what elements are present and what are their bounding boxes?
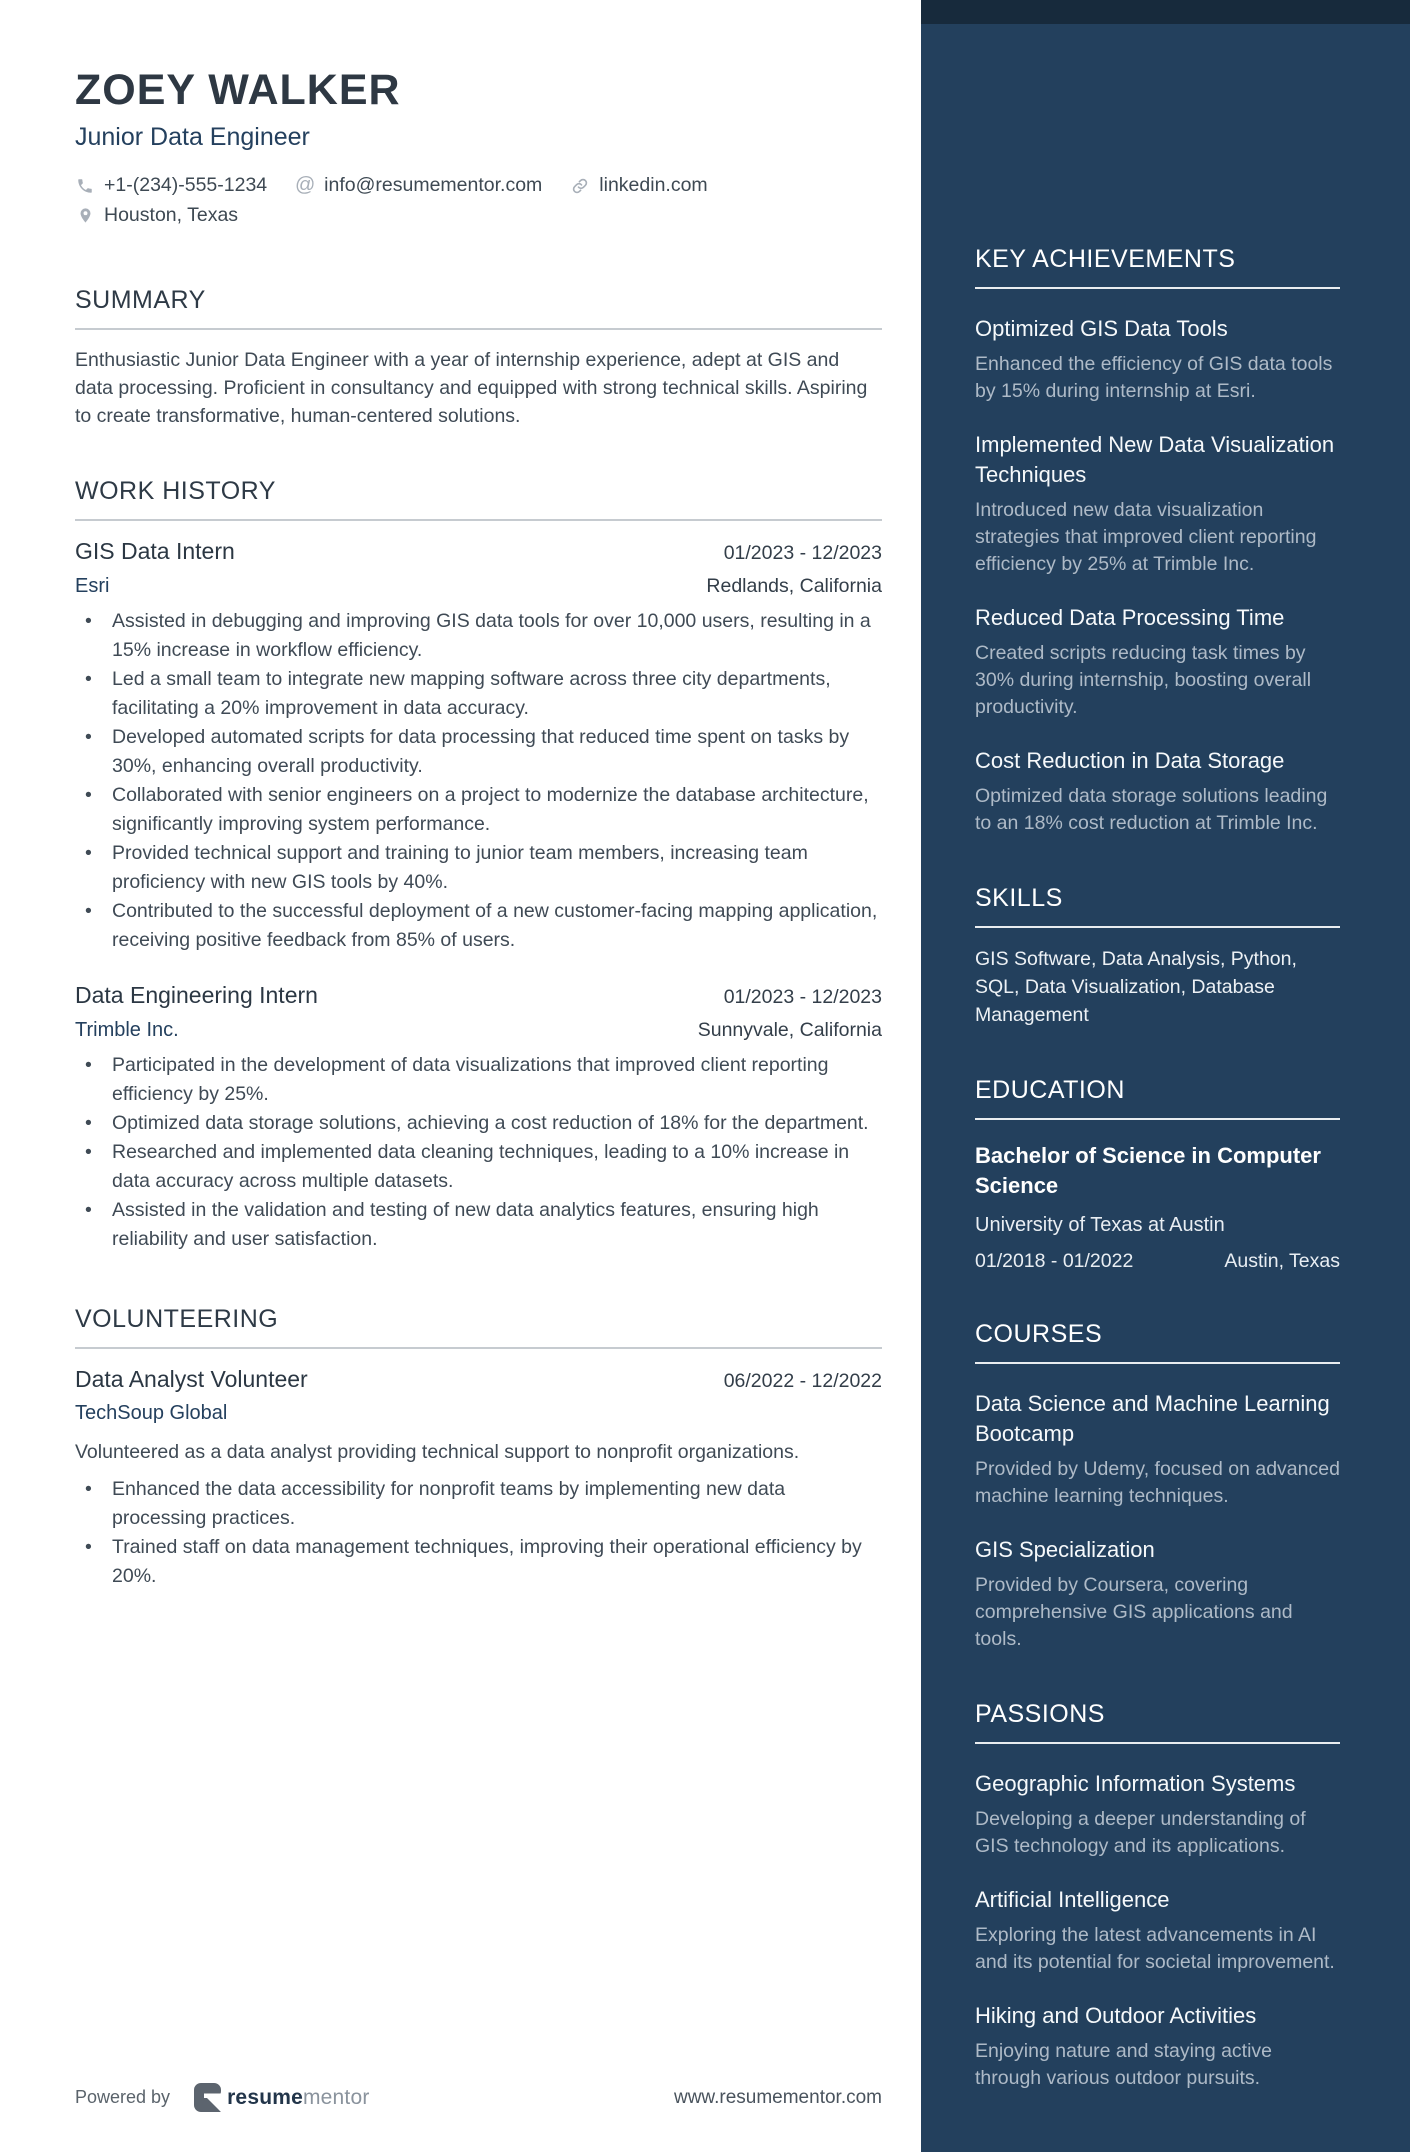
linkedin-url[interactable]: linkedin.com: [599, 174, 708, 197]
entry-job-title: Data Engineering Intern: [75, 981, 318, 1008]
entry-job-title: GIS Data Intern: [75, 538, 235, 565]
key-achievements-section: [975, 244, 1340, 837]
contact-info: [75, 174, 882, 227]
bullet-item: • Optimized data storage solutions, achieving a cost reduction of 18% for the department.: [75, 1109, 882, 1138]
passion-text: Developing a deeper understanding of GIS technology and its applications.: [975, 1808, 1306, 1857]
work-entry: [75, 537, 882, 955]
bullet-item: • Led a small team to integrate new mapping software across three city departments, facilitating a 20% improvement in data accuracy.: [75, 665, 882, 723]
achievement-text: Enhanced the efficiency of GIS data tools by 15% during internship at Esri.: [975, 353, 1333, 402]
resume-sidebar: [921, 0, 1410, 2152]
key-achievements-heading: KEY ACHIEVEMENTS: [975, 245, 1236, 273]
course-text: Provided by Coursera, covering comprehensive GIS applications and tools.: [975, 1574, 1293, 1650]
powered-by-label: Powered by: [75, 2087, 171, 2107]
link-icon: [570, 176, 590, 196]
sidebar-divider: [975, 1742, 1340, 1744]
candidate-job-title: Junior Data Engineer: [75, 123, 310, 152]
achievement-item: [975, 746, 1340, 837]
passion-title: Hiking and Outdoor Activities: [975, 2003, 1257, 2028]
entry-bullet-list: [75, 1475, 882, 1591]
skills-section: [975, 883, 1340, 1029]
work-history-section: [75, 476, 882, 1254]
bullet-item: • Collaborated with senior engineers on a project to modernize the database architecture, significantly improving system performance.: [75, 781, 882, 839]
bullet-item: • Participated in the development of data visualizations that improved client reporting efficiency by 25%.: [75, 1051, 882, 1109]
entry-company: Trimble Inc.: [75, 1018, 179, 1041]
passion-title: Artificial Intelligence: [975, 1887, 1170, 1912]
bullet-item: • Enhanced the data accessibility for nonprofit teams by implementing new data processing practices.: [75, 1475, 882, 1533]
work-entry: [75, 981, 882, 1254]
entry-dates: 01/2023 - 12/2023: [723, 985, 882, 1008]
entry-subheader: [75, 575, 882, 598]
summary-section: [75, 285, 882, 430]
website-url[interactable]: www.resumementor.com: [673, 2086, 882, 2108]
bullet-item: • Trained staff on data management techniques, improving their operational efficiency by 20%.: [75, 1533, 882, 1591]
passion-item: [975, 1885, 1340, 1976]
achievement-title: Optimized GIS Data Tools: [975, 316, 1228, 341]
skills-list: GIS Software, Data Analysis, Python, SQL, Data Visualization, Database Management: [975, 948, 1297, 1026]
entry-bullet-list: [75, 607, 882, 955]
sidebar-divider: [975, 926, 1340, 928]
at-icon: @: [295, 174, 316, 197]
skills-heading: SKILLS: [975, 884, 1063, 912]
email-contact: [295, 174, 542, 197]
location-text: Houston, Texas: [104, 204, 239, 227]
achievement-item: [975, 430, 1340, 578]
sidebar-divider: [975, 1118, 1340, 1120]
section-divider: [75, 1347, 882, 1349]
entry-job-title: Data Analyst Volunteer: [75, 1365, 308, 1392]
resumementor-logo[interactable]: [194, 2083, 369, 2112]
education-heading: EDUCATION: [975, 1076, 1125, 1104]
entry-subheader: [75, 1019, 882, 1042]
entry-description: Volunteered as a data analyst providing technical support to nonprofit organizations.: [75, 1441, 800, 1464]
phone-contact: [75, 174, 267, 197]
degree-title: Bachelor of Science in Computer Science: [975, 1143, 1321, 1198]
education-section: [975, 1075, 1340, 1273]
course-text: Provided by Udemy, focused on advanced machine learning techniques.: [975, 1458, 1340, 1507]
email-address[interactable]: info@resumementor.com: [324, 174, 543, 197]
passion-text: Exploring the latest advancements in AI and its potential for societal improvement.: [975, 1924, 1335, 1973]
course-item: [975, 1535, 1340, 1653]
section-divider: [75, 328, 882, 330]
entry-location: Redlands, California: [706, 574, 882, 597]
entry-bullet-list: [75, 1051, 882, 1254]
contact-row-1: [75, 174, 882, 197]
volunteering-section: [75, 1304, 882, 1592]
passion-text: Enjoying nature and staying active through various outdoor pursuits.: [975, 2040, 1273, 2089]
achievement-title: Cost Reduction in Data Storage: [975, 748, 1285, 773]
course-title: Data Science and Machine Learning Bootcamp: [975, 1391, 1330, 1446]
location-contact: [75, 204, 238, 227]
entry-header: [75, 1365, 882, 1394]
passions-heading: PASSIONS: [975, 1700, 1105, 1728]
entry-subheader: [75, 1402, 882, 1425]
entry-dates: 06/2022 - 12/2022: [723, 1369, 882, 1392]
bullet-item: • Developed automated scripts for data processing that reduced time spent on tasks by 30%, enhancing overall productivity.: [75, 723, 882, 781]
achievement-title: Reduced Data Processing Time: [975, 605, 1285, 630]
bullet-item: • Assisted in debugging and improving GIS data tools for over 10,000 users, resulting in a 15% increase in workflow efficiency.: [75, 607, 882, 665]
volunteering-heading: VOLUNTEERING: [75, 1304, 279, 1333]
school-name: University of Texas at Austin: [975, 1214, 1225, 1236]
sidebar-divider: [975, 287, 1340, 289]
courses-heading: COURSES: [975, 1320, 1103, 1348]
sidebar-top-strip: [921, 0, 1410, 24]
course-item: [975, 1389, 1340, 1510]
candidate-name: ZOEY WALKER: [75, 66, 401, 114]
achievement-text: Optimized data storage solutions leading to an 18% cost reduction at Trimble Inc.: [975, 785, 1328, 834]
linkedin-contact: [570, 174, 707, 197]
bullet-item: • Provided technical support and training to junior team members, increasing team proficiency with new GIS tools by 40%.: [75, 839, 882, 897]
section-divider: [75, 519, 882, 521]
contact-row-2: [75, 204, 882, 227]
entry-header: [75, 537, 882, 566]
entry-company: Esri: [75, 574, 110, 597]
phone-number[interactable]: +1-(234)-555-1234: [104, 174, 268, 197]
resumementor-logo-text: resumementor: [227, 2085, 370, 2109]
bullet-item: • Assisted in the validation and testing of new data analytics features, ensuring high reliability and user satisfaction.: [75, 1196, 882, 1254]
education-dates: 01/2018 - 01/2022: [975, 1250, 1134, 1272]
resumementor-logo-icon: [194, 2083, 221, 2112]
passion-title: Geographic Information Systems: [975, 1771, 1296, 1796]
entry-header: [75, 981, 882, 1010]
achievement-title: Implemented New Data Visualization Techniques: [975, 432, 1335, 487]
bullet-item: • Contributed to the successful deployment of a new customer-facing mapping application, receiving positive feedback from 85% of users.: [75, 897, 882, 955]
education-meta-row: [975, 1250, 1340, 1273]
bullet-item: • Researched and implemented data cleaning techniques, leading to a 10% increase in data accuracy across multiple datasets.: [75, 1138, 882, 1196]
achievement-text: Created scripts reducing task times by 30% during internship, boosting overall productivity.: [975, 642, 1312, 718]
achievement-item: [975, 314, 1340, 405]
sidebar-divider: [975, 1362, 1340, 1364]
footer: [75, 2053, 882, 2112]
summary-text: Enthusiastic Junior Data Engineer with a year of internship experience, adept at GIS and data processing. Proficient in consultancy and equipped with strong technical skills. Aspiring to create transformative, human-centered solutions.: [75, 349, 868, 428]
achievement-item: [975, 603, 1340, 721]
sidebar-content: [921, 24, 1410, 2152]
education-location: Austin, Texas: [1224, 1250, 1340, 1272]
entry-company: TechSoup Global: [75, 1402, 228, 1425]
work-history-heading: WORK HISTORY: [75, 477, 276, 506]
passions-section: [975, 1699, 1340, 2092]
volunteer-entry: [75, 1365, 882, 1592]
passion-item: [975, 2001, 1340, 2092]
course-title: GIS Specialization: [975, 1537, 1155, 1562]
summary-heading: SUMMARY: [75, 286, 206, 315]
entry-dates: 01/2023 - 12/2023: [723, 542, 882, 565]
phone-icon: [75, 176, 95, 196]
achievement-text: Introduced new data visualization strategies that improved client reporting efficiency by 25% at Trimble Inc.: [975, 499, 1317, 575]
entry-location: Sunnyvale, California: [697, 1018, 882, 1041]
location-pin-icon: [75, 206, 95, 226]
courses-section: [975, 1319, 1340, 1653]
passion-item: [975, 1769, 1340, 1860]
